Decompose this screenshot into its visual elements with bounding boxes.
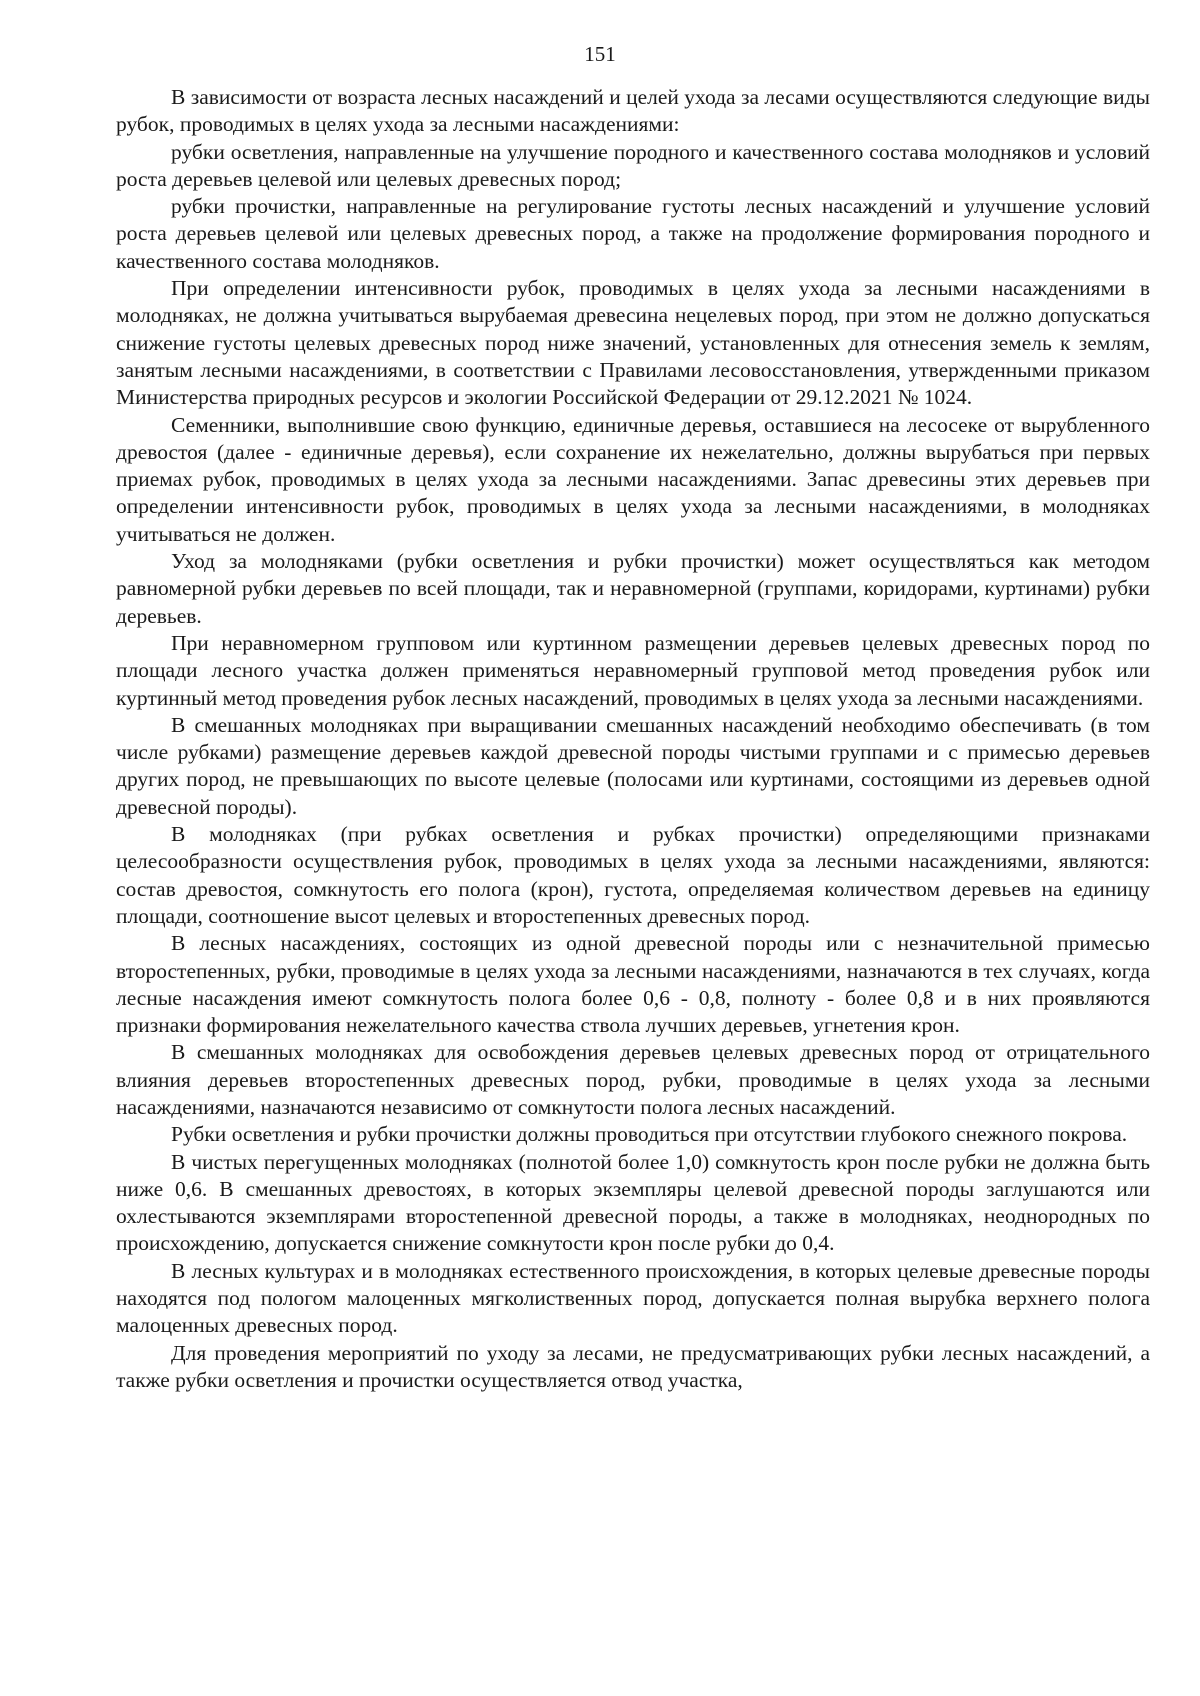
paragraph: В смешанных молодняках для освобождения деревьев целевых древесных пород от отрицательного влияния деревьев второстепенных древесных пород, рубки, проводимые в целях ухода за лесными насаждениями, назначаются независимо от сомкнутости полога лесных насаждений. <box>116 1040 1150 1119</box>
paragraph: Рубки осветления и рубки прочистки должны проводиться при отсутствии глубокого снежного покрова. <box>171 1122 1128 1147</box>
paragraph: рубки осветления, направленные на улучшение породного и качественного состава молодняков и условий роста деревьев целевой или целевых древесных пород; <box>116 139 1150 191</box>
body-text <box>116 84 1150 1394</box>
paragraph: В чистых перегущенных молодняках (полнотой более 1,0) сомкнутость крон после рубки не должна быть ниже 0,6. В смешанных древостоях, в которых экземпляры целевой древесной породы заглушаются или охлестываются экземплярами второстепенной древесной породы, а также в молодняках, неоднородных по происхождению, допускается снижение сомкнутости крон после рубки до 0,4. <box>116 1149 1150 1256</box>
paragraph: Семенники, выполнившие свою функцию, единичные деревья, оставшиеся на лесосеке от вырубленного древостоя (далее - единичные деревья), если сохранение их нежелательно, должны вырубаться при первых приемах рубок, проводимых в целях ухода за лесными насаждениями. Запас древесины этих деревьев при определении интенсивности рубок, проводимых в целях ухода за лесными насаждениями, в молодняках учитываться не должен. <box>116 412 1150 546</box>
paragraph: Уход за молодняками (рубки осветления и рубки прочистки) может осуществляться как методом равномерной рубки деревьев по всей площади, так и неравномерной (группами, коридорами, куртинами) рубки деревьев. <box>116 549 1150 628</box>
page-number: 151 <box>584 42 616 66</box>
paragraph: В лесных насаждениях, состоящих из одной древесной породы или с незначительной примесью второстепенных, рубки, проводимые в целях ухода за лесными насаждениями, назначаются в тех случаях, когда лесные насаждения имеют сомкнутость полога более 0,6 - 0,8, полноту - более 0,8 и в них проявляются признаки формирования нежелательного качества ствола лучших деревьев, угнетения крон. <box>116 931 1150 1038</box>
paragraph: В молодняках (при рубках осветления и рубках прочистки) определяющими признаками целесообразности осуществления рубок, проводимых в целях ухода за лесными насаждениями, являются: состав древостоя, сомкнутость его полога (крон), густота, определяемая количеством деревьев на единицу площади, соотношение высот целевых и второстепенных древесных пород. <box>116 822 1150 928</box>
paragraph: Для проведения мероприятий по уходу за лесами, не предусматривающих рубки лесных насаждений, а также рубки осветления и прочистки осуществляется отвод участка, <box>116 1340 1150 1392</box>
paragraph: При неравномерном групповом или куртинном размещении деревьев целевых древесных пород по площади лесного участка должен применяться неравномерный групповой метод проведения рубок или куртинный метод проведения рубок лесных насаждений, проводимых в целях ухода за лесными насаждениями. <box>116 630 1150 710</box>
paragraph: В зависимости от возраста лесных насаждений и целей ухода за лесами осуществляются следующие виды рубок, проводимых в целях ухода за лесными насаждениями: <box>116 85 1150 137</box>
paragraph: рубки прочистки, направленные на регулирование густоты лесных насаждений и улучшение условий роста деревьев целевой или целевых древесных пород, а также на продолжение формирования породного и качественного состава молодняков. <box>116 194 1150 273</box>
paragraph: В лесных культурах и в молодняках естественного происхождения, в которых целевые древесные породы находятся под пологом малоценных мягколиственных пород, допускается полная вырубка верхнего полога малоценных древесных пород. <box>116 1258 1150 1338</box>
paragraph: В смешанных молодняках при выращивании смешанных насаждений необходимо обеспечивать (в том числе рубками) размещение деревьев каждой древесной породы чистыми группами и с примесью деревьев других пород, не превышающих по высоте целевые (полосами или куртинами, состоящими из деревьев одной древесной породы). <box>116 712 1150 819</box>
paragraph: При определении интенсивности рубок, проводимых в целях ухода за лесными насаждениями в молодняках, не должна учитываться вырубаемая древесина нецелевых пород, при этом не должно допускаться снижение густоты целевых древесных пород ниже значений, установленных для отнесения земель к землям, занятым лесными насаждениями, в соответствии с Правилами лесовосстановления, утвержденными приказом Министерства природных ресурсов и экологии Российской Федерации от 29.12.2021 № 1024. <box>116 276 1150 410</box>
